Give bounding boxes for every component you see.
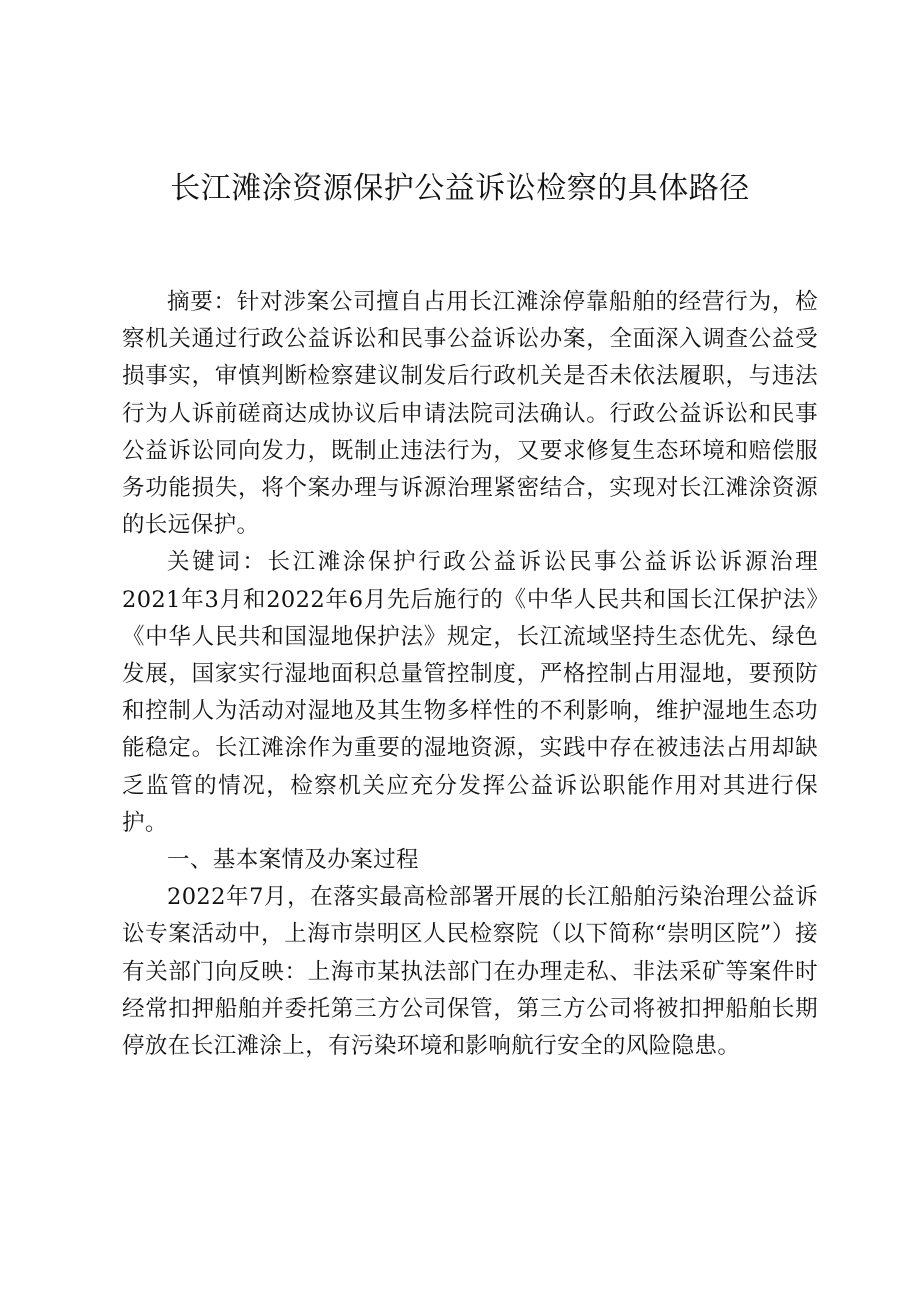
document-body (122, 284, 818, 1065)
section-heading: 一、基本案情及办案过程 (167, 847, 419, 874)
case-paragraph: 2022年7月，在落实最高检部署开展的长江船舶污染治理公益诉讼专案活动中，上海市崇明区人民检察院（以下简称“崇明区院”）接有关部门向反映：上海市某执法部门在办理走私、非法采矿等案件时经常扣押船舶并委托第三方公司保管，第三方公司将被扣押船舶长期停放在长江滩涂上，有污染环境和影响航行安全的风险隐患。 (122, 884, 818, 1060)
abstract-paragraph: 摘要：针对涉案公司擅自占用长江滩涂停靠船舶的经营行为，检察机关通过行政公益诉讼和民事公益诉讼办案，全面深入调查公益受损事实，审慎判断检察建议制发后行政机关是否未依法履职，与违法行为人诉前磋商达成协议后申请法院司法确认。行政公益诉讼和民事公益诉讼同向发力，既制止违法行为，又要求修复生态环境和赔偿服务功能损失，将个案办理与诉源治理紧密结合，实现对长江滩涂资源的长远保护。 (122, 289, 818, 539)
keywords-paragraph: 关键词：长江滩涂保护行政公益诉讼民事公益诉讼诉源治理2021年3月和2022年6月先后施行的《中华人民共和国长江保护法》《中华人民共和国湿地保护法》规定，长江流域坚持生态优先、绿色发展，国家实行湿地面积总量管控制度，严格控制占用湿地，要预防和控制人为活动对湿地及其生物多样性的不利影响，维护湿地生态功能稳定。长江滩涂作为重要的湿地资源，实践中存在被违法占用却缺乏监管的情况，检察机关应充分发挥公益诉讼职能作用对其进行保护。 (122, 549, 818, 836)
document-title: 长江滩涂资源保护公益诉讼检察的具体路径 (170, 171, 750, 206)
